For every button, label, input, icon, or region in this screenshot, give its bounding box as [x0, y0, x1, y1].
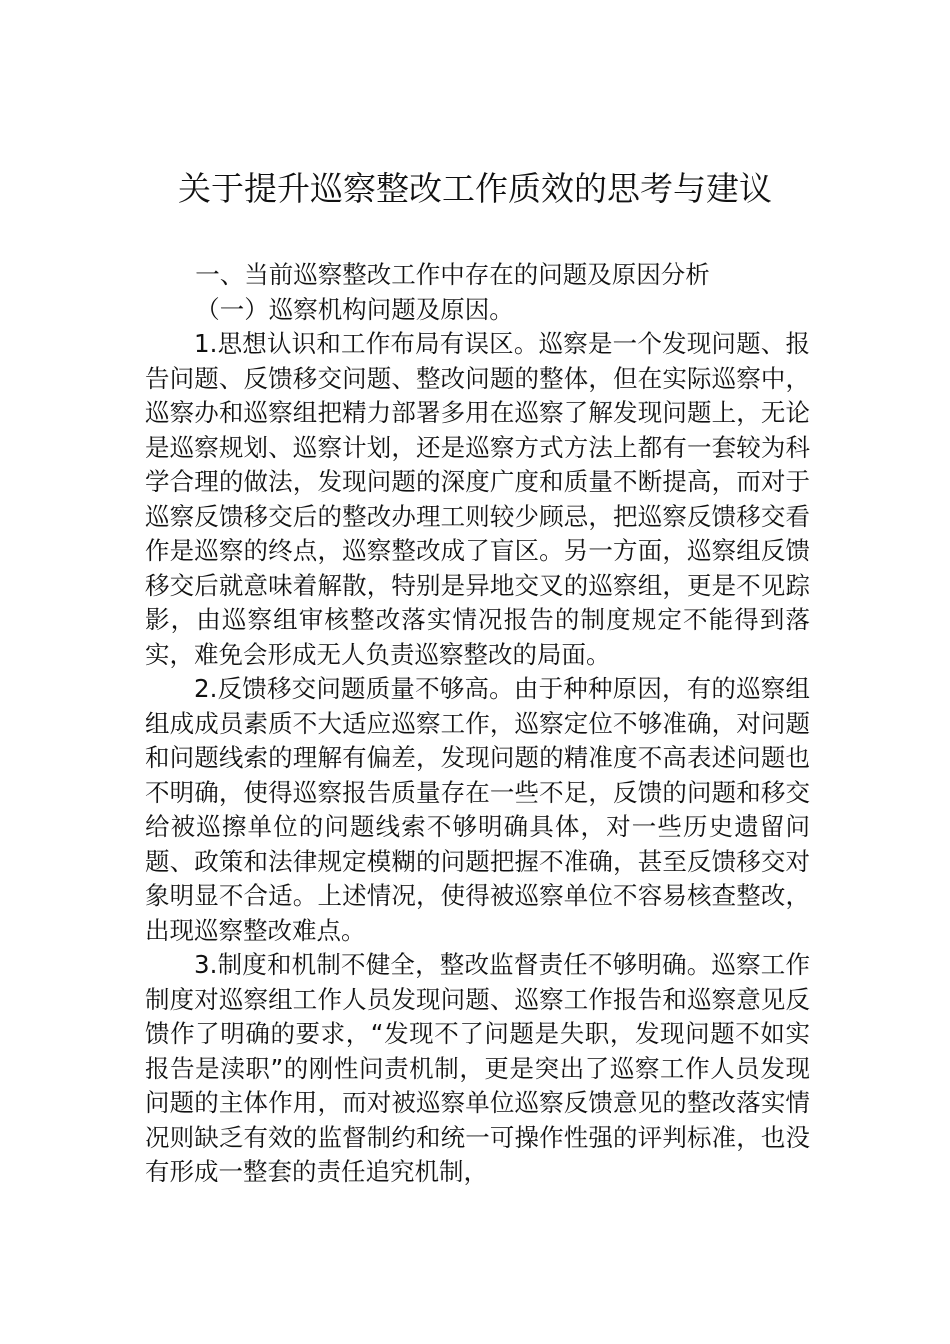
- section-heading-1: 一、当前巡察整改工作中存在的问题及原因分析: [195, 260, 710, 289]
- section-heading-2: （一）巡察机构问题及原因。: [195, 294, 514, 324]
- paragraph-1: 1.思想认识和工作布局有误区。巡察是一个发现问题、报告问题、反馈移交问题、整改问题的整体，但在实际巡察中，巡察办和巡察组把精力部署多用在巡察了解发现问题上，无论是巡察规划、巡察计划，还是巡察方式方法上都有一套较为科学合理的做法，发现问题的深度广度和质量不断提高，而对于巡察反馈移交后的整改办理工则较少顾忌，把巡察反馈移交看作是巡察的终点，巡察整改成了盲区。另一方面，巡察组反馈移交后就意味着解散，特别是异地交叉的巡察组，更是不见踪影，由巡察组审核整改落实情况报告的制度规定不能得到落实，难免会形成无人负责巡察整改的局面。: [145, 329, 810, 669]
- paragraph-3: 3.制度和机制不健全，整改监督责任不够明确。巡察工作制度对巡察组工作人员发现问题、巡察工作报告和巡察意见反馈作了明确的要求，“发现不了问题是失职，发现问题不如实报告是渎职”的刚性问责机制，更是突出了巡察工作人员发现问题的主体作用，而对被巡察单位巡察反馈意见的整改落实情况则缺乏有效的监督制约和统一可操作性强的评判标准，也没有形成一整套的责任追究机制，: [145, 950, 810, 1186]
- document-body: [145, 258, 810, 1190]
- document-title: 关于提升巡察整改工作质效的思考与建议: [178, 169, 772, 208]
- paragraph-2: 2.反馈移交问题质量不够高。由于种种原因，有的巡察组组成成员素质不大适应巡察工作，巡察定位不够准确，对问题和问题线索的理解有偏差，发现问题的精准度不高表述问题也不明确，使得巡察报告质量存在一些不足，反馈的问题和移交给被巡擦单位的问题线索不够明确具体，对一些历史遗留问题、政策和法律规定模糊的问题把握不准确，甚至反馈移交对象明显不合适。上述情况，使得被巡察单位不容易核查整改，出现巡察整改难点。: [145, 674, 810, 945]
